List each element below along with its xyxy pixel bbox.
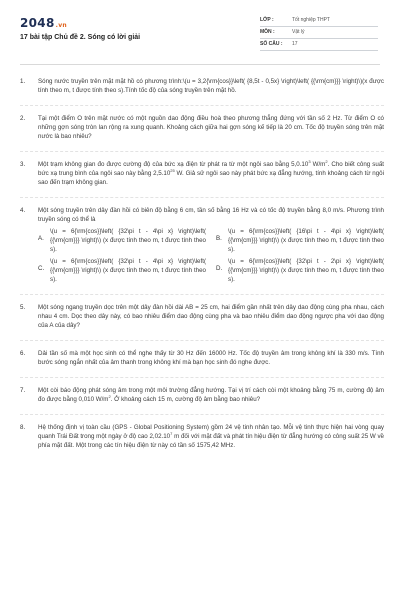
option-text: \(u = 6{\rm{cos}}\left( {16\pi t - 4\pi x} \right)\left( {{\rm{cm}}} \right)\) (x được tính theo m, t được tính theo s). (228, 227, 384, 253)
question-separator (20, 197, 384, 198)
text-part: . Cho biết công suất bức xạ trung bình của ngôi sao này bằng 2,5.10 (38, 160, 384, 177)
option-text: \(u = 6{\rm{cos}}\left( {32\pi t - 4\pi x} \right)\left( {{\rm{cm}}} \right)\) (x được tính theo m, t được tính theo s). (50, 227, 206, 253)
question-text (38, 424, 384, 451)
answer-options (38, 228, 384, 285)
question-separator (20, 414, 384, 415)
meta-value: Tốt nghiệp THPT (292, 16, 330, 23)
question-text: Một sóng ngang truyền dọc trên một dây đàn hồi dài AB = 25 cm, hai điểm gần nhất trên dây dao động cùng pha nhau, cách nhau 4 cm. Dọc theo dây này, có bao nhiêu điểm dao động cùng pha và bao nhiêu điểm dao động ngược pha với dao động của A của dây? (38, 303, 384, 329)
question-3 (20, 158, 384, 188)
question-7 (20, 387, 384, 405)
logo-suffix-text: .vn (55, 22, 67, 29)
logo-main-text: 2048 (20, 16, 55, 30)
question-2 (20, 115, 384, 142)
superscript: 7 (170, 430, 173, 436)
option-letter: C. (38, 264, 45, 272)
option-letter: B. (216, 234, 222, 242)
question-text (38, 387, 384, 405)
question-text: Sóng nước truyền trên mặt mặt hồ có phương trình:\(u = 3,2{\rm{cos}}\left( {8,5t - 0,5x} \right)\left( {{\rm{cm}}} \right)\)(x được tính theo m, t được tính theo s).Tính tốc độ của sóng truyền trên mặt hồ. (38, 78, 384, 94)
text-part: W. Giả sử ngôi sao này phát bức xạ đẳng hướng, tính khoảng cách từ ngôi sao đến trạm không gian. (38, 169, 384, 186)
document-header (0, 0, 400, 56)
meta-value: 17 (292, 40, 298, 47)
question-8 (20, 424, 384, 451)
text-part: . Ở khoảng cách 15 m, cường độ âm bằng bao nhiêu? (110, 395, 261, 403)
option-letter: D. (216, 264, 223, 272)
text-part: Một còi báo động phát sóng âm trong một môi trường đẳng hướng. Tại vị trí cách còi một khoảng bằng 75 m, cường độ âm đo được bằng 0,010 W/m (38, 386, 384, 403)
question-1 (20, 78, 384, 96)
question-separator (20, 105, 384, 106)
superscript: 25 (170, 167, 175, 173)
option-b[interactable] (216, 228, 384, 255)
option-text: \(u = 6{\rm{cos}}\left( {32\pi t - 4\pi x} \right)\left( {{\rm{cm}}} \right)\) (x được tính theo m, t được tính theo s). (50, 257, 206, 283)
question-5 (20, 304, 384, 331)
meta-label: MÔN : (260, 28, 275, 35)
question-6 (20, 350, 384, 368)
question-number: 7. (20, 386, 26, 394)
question-body (38, 207, 384, 285)
meta-label: LỚP : (260, 16, 274, 23)
question-number: 5. (20, 303, 26, 311)
meta-row-subject (260, 27, 378, 39)
option-text: \(u = 6{\rm{cos}}\left( {32\pi t - 2\pi x} \right)\left( {{\rm{cm}}} \right)\) (x được tính theo m, t được tính theo s). (228, 257, 384, 283)
question-text (38, 158, 384, 188)
option-a[interactable] (38, 228, 206, 255)
question-list (20, 78, 384, 451)
question-number: 6. (20, 349, 26, 357)
option-letter: A. (38, 234, 44, 242)
question-number: 8. (20, 423, 26, 431)
question-number: 3. (20, 160, 26, 168)
question-number: 1. (20, 78, 26, 85)
question-number: 2. (20, 114, 26, 122)
text-part: W/m (310, 160, 326, 168)
question-text: Tại một điểm O trên mặt nước có một nguồn dao động điều hoà theo phương thẳng đứng với tần số 2 Hz. Từ điểm O có những gợn sóng tròn lan rộng ra xung quanh. Khoảng cách giữa hai gợn sóng kế tiếp là 20 cm. Tốc độ truyền sóng trên mặt nước là bao nhiêu? (38, 114, 384, 140)
question-text: Một sóng truyền trên dây đàn hồi có biên độ bằng 6 cm, tần số bằng 16 Hz và có tốc độ truyền bằng 8,0 m/s. Phương trình truyền sóng có thể là (38, 206, 384, 223)
option-c[interactable] (38, 258, 206, 285)
text-part: Một trạm không gian đo được cường độ của bức xạ điện từ phát ra từ một ngôi sao bằng 5,0.10 (38, 160, 309, 168)
superscript: 3 (308, 158, 311, 164)
question-text: Dải tần số mà một học sinh có thể nghe thấy từ 30 Hz đến 16000 Hz. Tốc độ truyền âm trong không khí là 330 m/s. Tính bước sóng ngắn nhất của âm thanh trong không khí mà bạn học sinh đó nghe được. (38, 349, 384, 366)
meta-label: SỐ CÂU : (260, 40, 283, 47)
question-separator (20, 377, 384, 378)
document-title: 17 bài tập Chủ đề 2. Sóng có lời giải (20, 34, 141, 41)
text-part: m đối với mặt đất và phát tín hiệu điện từ đẳng hướng có công suất 25 W về phía mặt đất. Một trong các tín hiệu điện từ này có tần số 1575,42 MHz. (38, 432, 384, 449)
text-part: Hệ thống định vị toàn cầu (GPS - Global Positioning System) gồm 24 vệ tinh nhân tạo. Mỗi vệ tinh thực hiện hai vòng quay quanh Trái Đất trong một ngày ở độ cao 2,02.10 (38, 423, 384, 440)
question-separator (20, 294, 384, 295)
option-d[interactable] (216, 258, 384, 285)
question-separator (20, 340, 384, 341)
document-meta-table (260, 15, 378, 51)
superscript: 2 (108, 393, 111, 399)
meta-row-class (260, 15, 378, 27)
meta-value: Vật lý (292, 28, 305, 35)
site-logo[interactable] (20, 15, 67, 32)
question-4 (20, 207, 384, 285)
question-separator (20, 151, 384, 152)
question-number: 4. (20, 206, 26, 214)
meta-row-question-count (260, 39, 378, 51)
superscript: 2 (325, 158, 328, 164)
header-divider (20, 64, 380, 65)
